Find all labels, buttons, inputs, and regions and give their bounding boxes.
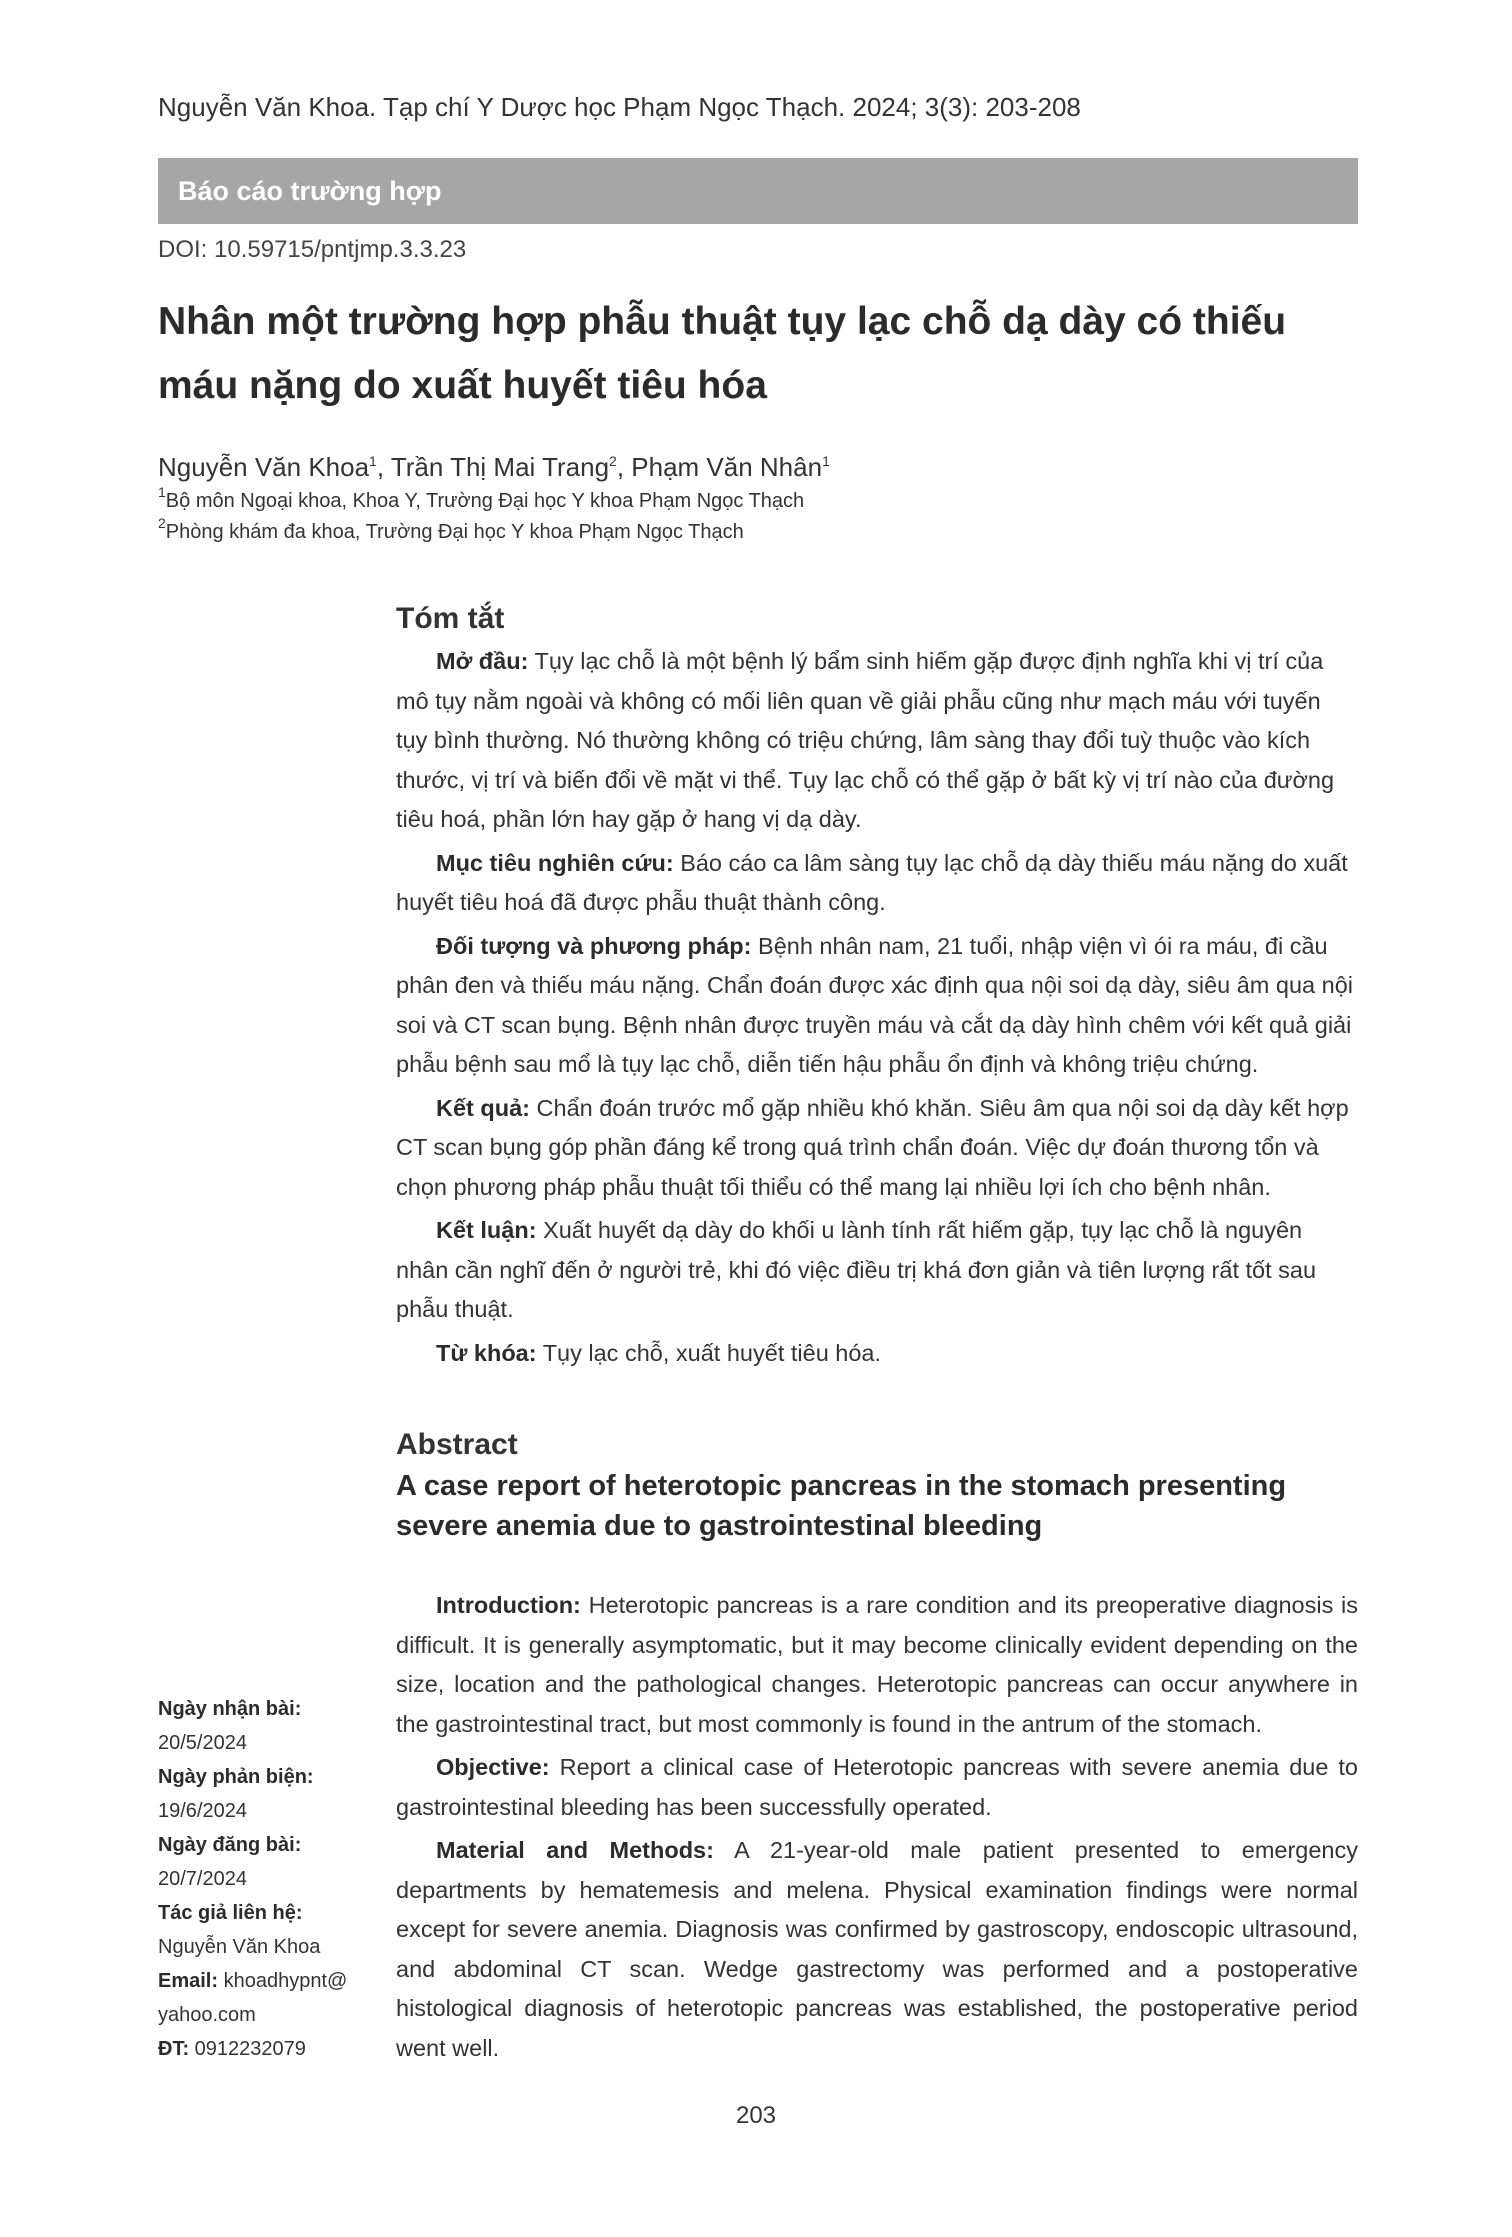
- email-label: Email:: [158, 1970, 219, 1992]
- abstract-methods: Material and Methods: A 21-year-old male patient presented to emergency departments by hematemesis and melena. Physical examination findings were normal except for severe anemia. Diagnosis was confirmed by gastroscopy, endoscopic ultrasound, and abdominal CT scan. Wedge gastrectomy was performed and a postoperative histological diagnosis of heterotopic pancreas was established, the postoperative period went well.: [396, 1837, 1358, 2061]
- author-name: Phạm Văn Nhân: [631, 452, 823, 482]
- abstract-introduction: Introduction: Heterotopic pancreas is a rare condition and its preoperative diagnosis is difficult. It is generally asymptomatic, but it may become clinically evident depending on the size, location and the pathological changes. Heterotopic pancreas can occur anywhere in the gastrointestinal tract, but most commonly is found in the antrum of the stomach.: [396, 1592, 1359, 1737]
- review-date: 19/6/2024: [158, 1800, 247, 1822]
- summary-intro: Mở đầu: Tụy lạc chỗ là một bệnh lý bẩm sinh hiếm gặp được định nghĩa khi vị trí của mô tụy nằm ngoài và không có mối liên quan về giải phẫu cũng như mạch máu với tuyến tụy bình thường. Nó thường không có triệu chứng, lâm sàng thay đổi tuỳ thuộc vào kích thước, vị trí và biến đổi về mặt vi thể. Tụy lạc chỗ có thể gặp ở bất kỳ vị trí nào của đường tiêu hoá, phần lớn hay gặp ở hang vị dạ dày.: [396, 648, 1335, 832]
- corresponding-author: Nguyễn Văn Khoa: [158, 1936, 321, 1958]
- abstract-header: [396, 1428, 1358, 1546]
- summary-methods: Đối tượng và phương pháp: Bệnh nhân nam, 21 tuổi, nhập viện vì ói ra máu, đi cầu phân đen và thiếu máu nặng. Chẩn đoán được xác định qua nội soi dạ dày, siêu âm qua nội soi và CT scan bụng. Bệnh nhân được truyền máu và cắt dạ dày hình chêm với kết quả giải phẫu bệnh sau mổ là tụy lạc chỗ, diễn tiến hậu phẫu ổn định và không triệu chứng.: [396, 932, 1354, 1077]
- corresponding-label: Tác giả liên hệ:: [158, 1902, 303, 1924]
- summary-results: Kết quả: Chẩn đoán trước mổ gặp nhiều khó khăn. Siêu âm qua nội soi dạ dày kết hợp CT scan bụng góp phần đáng kể trong quá trình chẩn đoán. Việc dự đoán thương tổn và chọn phương pháp phẫu thuật tối thiểu có thể mang lại nhiều lợi ích cho bệnh nhân.: [396, 1094, 1349, 1200]
- article-info-sidebar: [158, 1692, 383, 2066]
- article-title: Nhân một trường hợp phẫu thuật tụy lạc chỗ dạ dày có thiếu máu nặng do xuất huyết tiêu hóa: [158, 300, 1287, 407]
- received-label: Ngày nhận bài:: [158, 1698, 302, 1720]
- email-domain[interactable]: yahoo.com: [158, 2004, 256, 2026]
- published-date: 20/7/2024: [158, 1868, 247, 1890]
- author-affiliation-mark: 1: [822, 453, 830, 469]
- affiliation: $^2$Phòng khám đa khoa, Trường Đại học Y khoa Phạm Ngọc Thạch: [158, 515, 744, 543]
- received-date: 20/5/2024: [158, 1732, 247, 1754]
- abstract-body: [396, 1586, 1358, 2072]
- author-affiliation-mark: 1: [369, 453, 377, 469]
- abstract-objective: Objective: Report a clinical case of Heterotopic pancreas with severe anemia due to gastrointestinal bleeding has been successfully operated.: [396, 1754, 1358, 1820]
- phone-number: 0912232079: [194, 2038, 306, 2060]
- affiliation: $^1$Bộ môn Ngoại khoa, Khoa Y, Trường Đại học Y khoa Phạm Ngọc Thạch: [158, 484, 805, 512]
- abstract-heading: Abstract: [396, 1428, 518, 1461]
- review-label: Ngày phản biện:: [158, 1766, 314, 1788]
- summary-keywords: Từ khóa: Tụy lạc chỗ, xuất huyết tiêu hóa.: [436, 1339, 882, 1366]
- author-name: Trần Thị Mai Trang: [390, 452, 610, 482]
- author-list: Nguyễn Văn Khoa$^1$, Trần Thị Mai Trang$^2$, Phạm Văn Nhân$^1$: [158, 452, 830, 482]
- section-type-bar: Báo cáo trường hợp: [158, 158, 1358, 224]
- page-number: 203: [735, 2102, 777, 2129]
- summary-conclusion: Kết luận: Xuất huyết dạ dày do khối u lành tính rất hiếm gặp, tụy lạc chỗ là nguyên nhân cần nghĩ đến ở người trẻ, khi đó việc điều trị khá đơn giản và tiên lượng rất tốt sau phẫu thuật.: [396, 1217, 1317, 1322]
- published-label: Ngày đăng bài:: [158, 1834, 302, 1856]
- author-name: Nguyễn Văn Khoa: [158, 452, 370, 482]
- author-affiliation-mark: 2: [609, 453, 617, 469]
- summary-heading: Tóm tắt: [396, 602, 505, 635]
- doi: DOI: 10.59715/pntjmp.3.3.23: [158, 236, 467, 263]
- summary-section: [396, 602, 1358, 1377]
- abstract-title: A case report of heterotopic pancreas in the stomach presenting severe anemia due to gastrointestinal bleeding: [396, 1470, 1287, 1542]
- email-address[interactable]: khoadhypnt@: [223, 1970, 348, 1992]
- phone-label: ĐT:: [158, 2038, 190, 2060]
- journal-citation: Nguyễn Văn Khoa. Tạp chí Y Dược học Phạm Ngọc Thạch. 2024; 3(3): 203-208: [158, 92, 1081, 122]
- summary-objective: Mục tiêu nghiên cứu: Báo cáo ca lâm sàng tụy lạc chỗ dạ dày thiếu máu nặng do xuất huyết tiêu hoá đã được phẫu thuật thành công.: [396, 849, 1348, 915]
